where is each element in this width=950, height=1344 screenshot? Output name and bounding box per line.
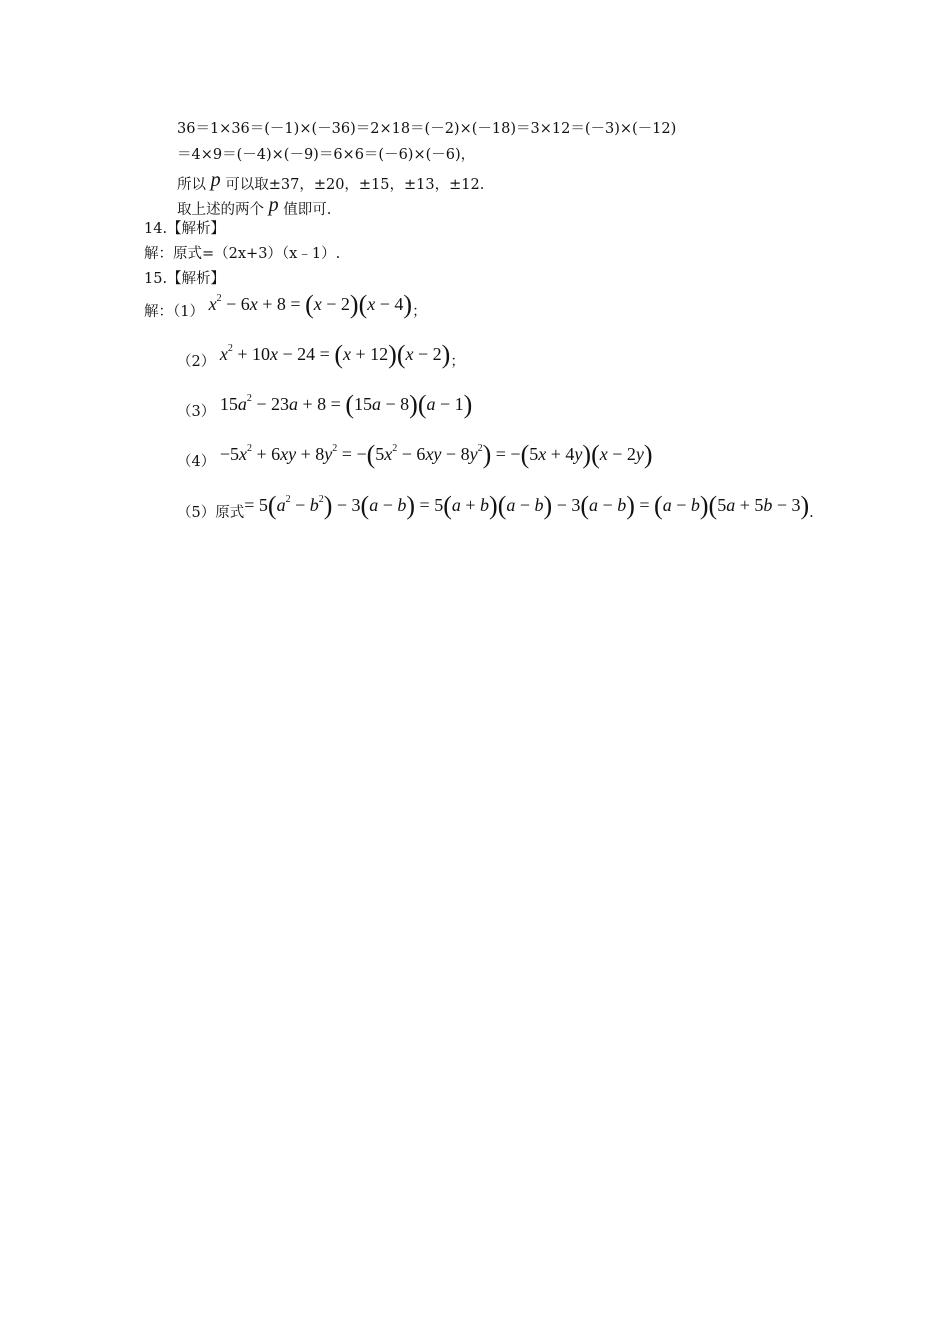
- question-15-part-4: [177, 440, 653, 472]
- text-segment: 可以取±37，±20，±15，±13，±12.: [225, 177, 485, 193]
- variable-p: p: [268, 194, 279, 216]
- part-label: （5）原式: [177, 505, 245, 521]
- conclusion-line-choose: [177, 195, 331, 220]
- equation-line-36: 36＝1×36＝(－1)×(－36)＝2×18＝(－2)×(－18)＝3×12＝(－3)×(－12): [177, 121, 677, 137]
- formula-part-2: $x^2 + 10x - 24 = (x + 12)(x - 2)$: [219, 340, 451, 369]
- equation-line-36-cont: ＝4×9＝(－4)×(－9)＝6×6＝(－6)×(－6)，: [177, 147, 476, 163]
- question-14-answer: 解：原式=（2x+3）（x﹣1）.: [144, 246, 341, 262]
- question-14-heading: 14.【解析】: [144, 221, 226, 237]
- formula-part-1: $x^2 - 6x + 8 = (x - 2)(x - 4)$: [208, 290, 413, 319]
- variable-p: p: [210, 169, 221, 191]
- punctuation: ；: [450, 354, 465, 370]
- part-label: （2）: [177, 354, 216, 370]
- punctuation: .: [809, 505, 814, 521]
- conclusion-line-p-values: [177, 170, 484, 195]
- formula-part-4: $-5x^2 + 6xy + 8y^2 = -(5x^2 - 6xy - 8y^2) = -(5x + 4y)(x - 2y)$: [219, 440, 653, 469]
- question-15-part-5: [177, 491, 814, 523]
- part-label: （4）: [177, 454, 216, 470]
- part-label: 解：（1）: [144, 304, 204, 320]
- text-segment: 值即可.: [283, 202, 332, 218]
- question-15-part-2: [177, 340, 465, 372]
- punctuation: ；: [412, 304, 427, 320]
- text-segment: 所以: [177, 177, 206, 193]
- text-segment: 取上述的两个: [177, 202, 264, 218]
- formula-part-5: = $5(a^2 - b^2) - 3(a - b) = 5(a + b)(a - b) - 3(a - b) = (a - b)(5a + 5b - 3)$: [244, 491, 810, 520]
- part-label: （3）: [177, 404, 216, 420]
- question-15-heading: 15.【解析】: [144, 271, 226, 287]
- question-15-part-3: [177, 390, 473, 422]
- question-15-part-1: [144, 290, 427, 322]
- formula-part-3: $15a^2 - 23a + 8 = (15a - 8)(a - 1)$: [219, 390, 473, 419]
